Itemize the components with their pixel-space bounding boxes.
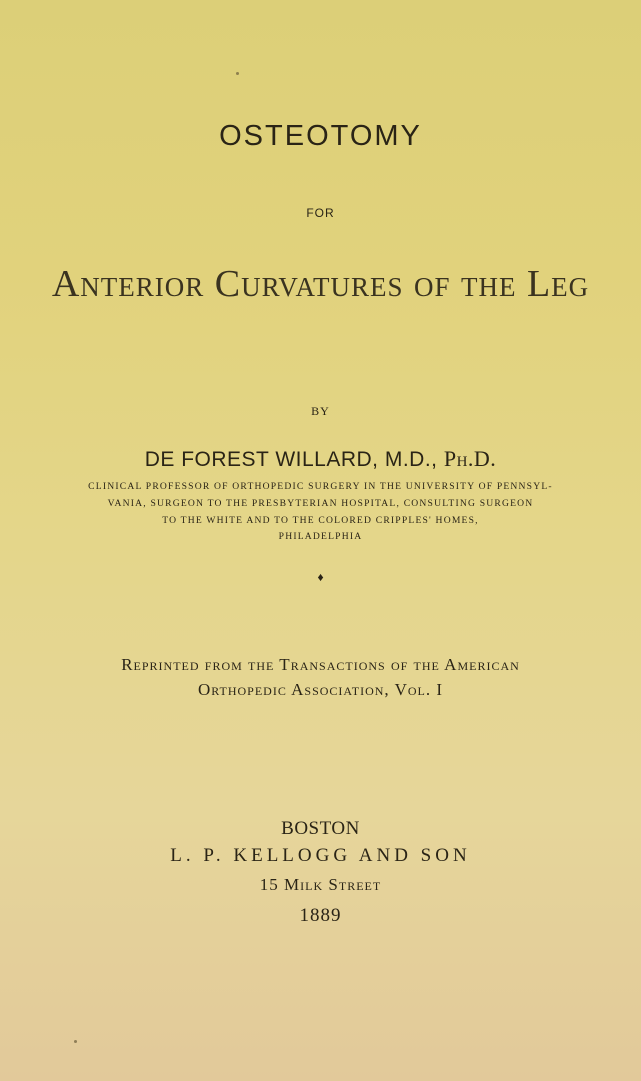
for-label: FOR <box>306 206 335 220</box>
imprint-publisher: L. P. KELLOGG AND SON <box>170 845 471 866</box>
credentials-line: TO THE WHITE AND TO THE COLORED CRIPPLES' HOMES, <box>162 515 479 526</box>
imprint-year: 1889 <box>299 905 342 926</box>
book-title: OSTEOTOMY <box>219 120 422 152</box>
imprint-address: 15 Milk Street <box>259 875 382 894</box>
credentials-line: PHILADELPHIA <box>278 531 363 542</box>
paper-speck <box>74 1040 77 1043</box>
book-subtitle: Anterior Curvatures of the Leg <box>51 263 590 305</box>
paper-speck <box>236 72 239 75</box>
reprint-note-line: Reprinted from the Transactions of the American <box>121 655 520 674</box>
reprint-note-line: Orthopedic Association, Vol. I <box>197 680 444 699</box>
imprint-city: BOSTON <box>281 818 360 839</box>
ornament-icon: ♦ <box>317 570 324 584</box>
credentials-line: CLINICAL PROFESSOR OF ORTHOPEDIC SURGERY IN THE UNIVERSITY OF PENNSYL- <box>88 481 553 492</box>
author-line <box>0 446 641 472</box>
by-label: BY <box>311 404 330 418</box>
credentials-line: VANIA, SURGEON TO THE PRESBYTERIAN HOSPITAL, CONSULTING SURGEON <box>107 498 534 509</box>
author-name: DE FOREST WILLARD, M.D., <box>144 448 444 471</box>
author-degree: Ph.D. <box>443 446 497 471</box>
